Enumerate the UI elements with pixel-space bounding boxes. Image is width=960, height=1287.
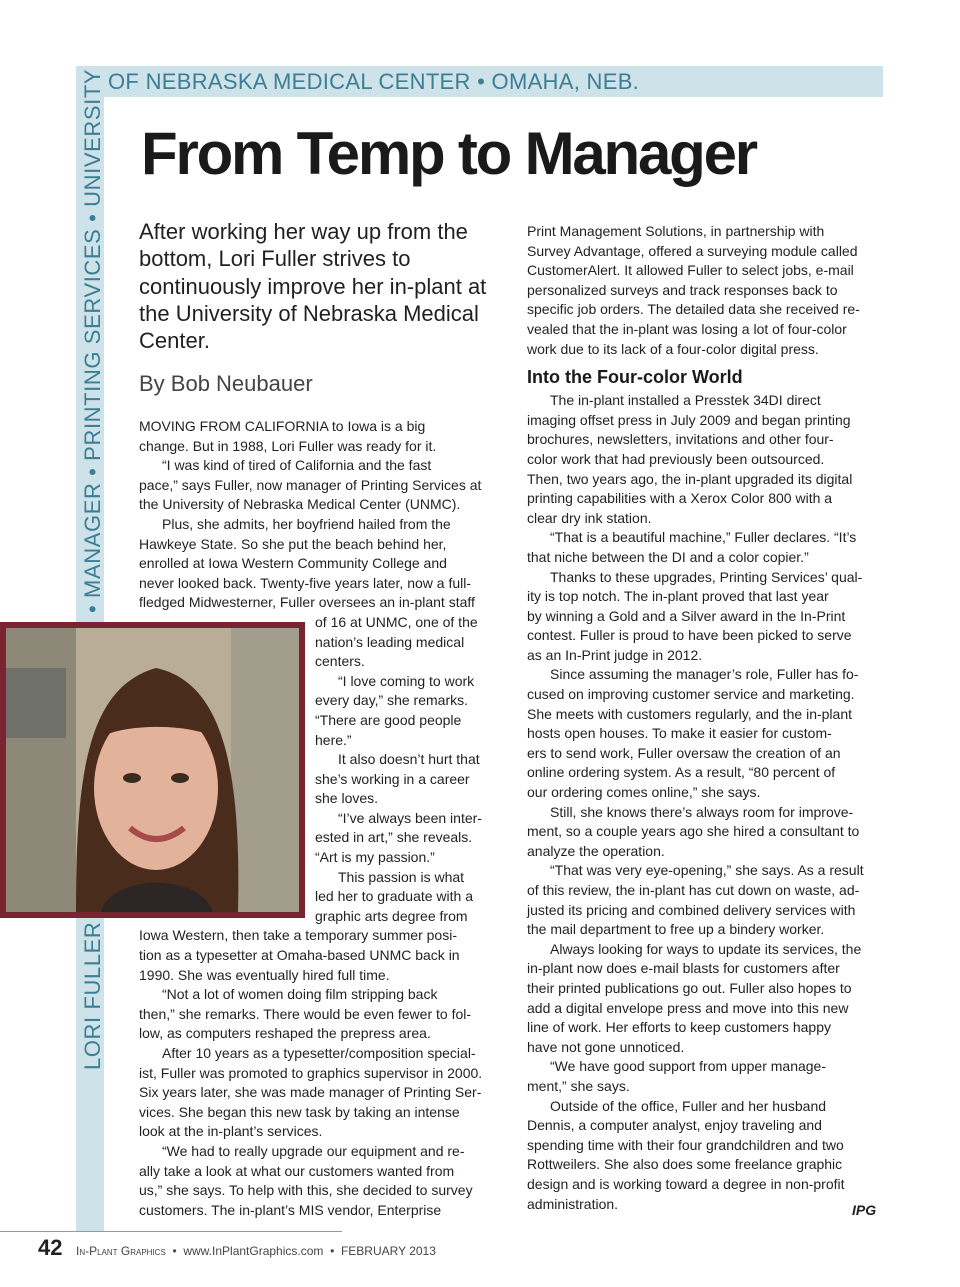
text-line: administration.	[527, 1195, 619, 1212]
text-line: have not gone unnoticed.	[527, 1038, 685, 1055]
text-line: “Art is my passion.”	[315, 849, 435, 866]
page-number: 42	[38, 1235, 63, 1260]
text-line: After 10 years as a typesetter/composition special-	[162, 1045, 476, 1061]
text-line: printing capabilities with a Xerox Color 800 with a	[527, 490, 833, 507]
text-line: 1990. She was eventually hired full time.	[139, 966, 390, 983]
text-line: tion as a typesetter at Omaha-based UNMC back in	[139, 947, 460, 964]
text-line: pace,” says Fuller, now manager of Printing Services at	[139, 476, 482, 493]
column-right	[527, 222, 883, 1214]
footer-text	[76, 1244, 436, 1258]
text-line: every day,” she remarks.	[315, 692, 469, 709]
text-line: line of work. Her efforts to keep customers happy	[527, 1019, 831, 1036]
text-line: then,” she remarks. There would be even fewer to fol-	[139, 1005, 472, 1022]
text-line: Then, two years ago, the in-plant upgraded its digital	[527, 470, 853, 487]
text-line: Iowa Western, then take a temporary summer posi-	[139, 927, 457, 944]
text-line: Six years later, she was made manager of Printing Ser-	[139, 1084, 482, 1101]
article-deck: After working her way up from the bottom, Lori Fuller strives to continuously improve her in-plant at the University of Nebraska Medical Center.	[139, 219, 487, 354]
text-line: “We had to really upgrade our equipment and re-	[162, 1142, 465, 1159]
text-line: graphic arts degree from	[315, 907, 468, 924]
footer-rule	[0, 1231, 342, 1232]
text-line: she loves.	[315, 790, 379, 807]
text-line: ally take a look at what our customers wanted from	[139, 1162, 455, 1179]
text-line: fledged Midwesterner, Fuller oversees an in-plant staff	[139, 594, 475, 611]
text-line: Always looking for ways to update its services, the	[550, 940, 862, 957]
text-line: ers to send work, Fuller oversaw the creation of an	[527, 744, 841, 761]
text-line: of 16 at UNMC, one of the	[315, 613, 478, 630]
text-line: “I’ve always been inter-	[338, 809, 482, 826]
portrait-photo-image	[6, 628, 299, 912]
text-line: here.”	[315, 731, 352, 748]
text-line: customers. The in-plant’s MIS vendor, Enterprise	[139, 1201, 442, 1218]
text-line: never looked back. Twenty-five years later, now a full-	[139, 574, 472, 591]
vertical-banner-lower: LORI FULLER	[80, 921, 105, 1070]
footer-url[interactable]: www.InPlantGraphics.com	[183, 1244, 324, 1258]
footer-publication: In-Plant Graphics	[76, 1244, 166, 1258]
text-line: she’s working in a career	[315, 770, 470, 787]
text-line: brochures, newsletters, invitations and other four-	[527, 431, 834, 448]
text-line: ity is top notch. The in-plant proved that last year	[527, 588, 829, 605]
text-line: design and is working toward a degree in non-profit	[527, 1175, 845, 1192]
text-line: It also doesn’t hurt that	[338, 751, 480, 768]
text-line: personalized surveys and track responses back to	[527, 281, 838, 298]
text-line: the mail department to free up a bindery worker.	[527, 921, 825, 938]
text-line: The in-plant installed a Presstek 34DI direct	[550, 392, 821, 409]
text-line: MOVING FROM CALIFORNIA to Iowa is a big	[139, 418, 426, 434]
text-line: analyze the operation.	[527, 842, 665, 859]
text-line: in-plant now does e-mail blasts for customers after	[527, 960, 840, 977]
text-line: clear dry ink station.	[527, 509, 652, 526]
text-line: vices. She began this new task by taking an intense	[139, 1103, 460, 1120]
text-line: Survey Advantage, offered a surveying module called	[527, 242, 858, 259]
text-line: their printed publications go out. Fuller also hopes to	[527, 979, 852, 996]
text-line: online ordering system. As a result, “80 percent of	[527, 764, 836, 781]
text-line: change. But in 1988, Lori Fuller was ready for it.	[139, 437, 437, 454]
text-line: as an In-Print judge in 2012.	[527, 646, 703, 663]
text-line: Print Management Solutions, in partnership with	[527, 223, 825, 239]
text-line: work due to its lack of a four-color digital press.	[527, 340, 819, 357]
text-line: “I was kind of tired of California and the fast	[162, 457, 432, 474]
text-line: Outside of the office, Fuller and her husband	[550, 1097, 827, 1114]
text-line: add a digital envelope press and move into this new	[527, 999, 849, 1016]
text-line: Hawkeye State. So she put the beach behind her,	[139, 535, 447, 552]
text-line: Dennis, a computer analyst, enjoy traveling and	[527, 1117, 822, 1134]
text-line: She meets with customers regularly, and the in-plant	[527, 705, 853, 722]
text-line: “There are good people	[315, 711, 462, 728]
top-banner-text: OF NEBRASKA MEDICAL CENTER • OMAHA, NEB.	[108, 69, 640, 94]
text-line: our ordering comes online,” she says.	[527, 784, 761, 801]
text-line: Plus, she admits, her boyfriend hailed from the	[162, 515, 451, 532]
text-line: cused on improving customer service and marketing.	[527, 686, 855, 703]
end-mark: IPG	[852, 1202, 877, 1218]
text-line: Since assuming the manager’s role, Fuller has fo-	[550, 666, 859, 683]
text-line: specific job orders. The detailed data she received re-	[527, 301, 860, 318]
footer-separator: •	[172, 1244, 177, 1258]
text-line: spending time with their four grandchildren and two	[527, 1136, 844, 1153]
text-line: CustomerAlert. It allowed Fuller to select jobs, e-mail	[527, 262, 854, 279]
article-title: From Temp to Manager	[141, 120, 756, 187]
text-line: led her to graduate with a	[315, 888, 473, 905]
text-line: “I love coming to work	[338, 672, 475, 689]
text-line: Thanks to these upgrades, Printing Services’ qual-	[550, 568, 863, 585]
footer-issue: FEBRUARY 2013	[340, 1244, 436, 1258]
section-subhead: Into the Four-color World	[527, 367, 743, 388]
text-line: “That is a beautiful machine,” Fuller declares. “It’s	[550, 529, 857, 546]
text-line: nation’s leading medical	[315, 633, 465, 650]
text-line: “We have good support from upper manage-	[550, 1058, 827, 1075]
text-line: color work that had previously been outsourced.	[527, 450, 825, 467]
text-line: ested in art,” she reveals.	[315, 829, 473, 846]
text-line: ment,” she says.	[527, 1077, 630, 1094]
text-line: hosts open houses. To make it easier for custom-	[527, 725, 832, 742]
text-line: of this review, the in-plant has cut down on waste, ad-	[527, 882, 860, 898]
text-line: by winning a Gold and a Silver award in the In-Print	[527, 607, 846, 624]
text-line: Rottweilers. She also does some freelance graphic	[527, 1156, 843, 1173]
text-line: imaging offset press in July 2009 and began printing	[527, 411, 851, 428]
text-line: centers.	[315, 653, 365, 670]
text-line: This passion is what	[338, 868, 465, 885]
portrait-photo	[0, 622, 305, 918]
text-line: ist, Fuller was promoted to graphics supervisor in 2000.	[139, 1064, 483, 1081]
text-line: “Not a lot of women doing film stripping back	[162, 986, 438, 1003]
vertical-banner-upper: • MANAGER • PRINTING SERVICES • UNIVERSITY	[80, 68, 105, 613]
footer-separator: •	[330, 1244, 335, 1258]
text-line: justed its pricing and combined delivery services with	[527, 901, 856, 918]
text-line: vealed that the in-plant was losing a lot of four-color	[527, 320, 847, 337]
text-line: enrolled at Iowa Western Community College and	[139, 555, 447, 572]
text-line: ment, so a couple years ago she hired a consultant to	[527, 823, 860, 840]
text-line: look at the in-plant’s services.	[139, 1123, 323, 1140]
column-right-lead	[527, 222, 883, 359]
text-line: the University of Nebraska Medical Center (UNMC).	[139, 496, 461, 513]
text-line: us,” she says. To help with this, she decided to survey	[139, 1182, 473, 1199]
text-line: contest. Fuller is proud to have been picked to serve	[527, 627, 852, 644]
text-line: low, as computers reshaped the prepress area.	[139, 1025, 431, 1042]
article-byline: By Bob Neubauer	[139, 371, 313, 396]
text-line: that niche between the DI and a color copier.”	[527, 548, 809, 565]
column-right-body	[527, 391, 883, 1214]
text-line: Still, she knows there’s always room for improve-	[550, 803, 854, 820]
text-line: “That was very eye-opening,” she says. As a result	[550, 862, 864, 879]
